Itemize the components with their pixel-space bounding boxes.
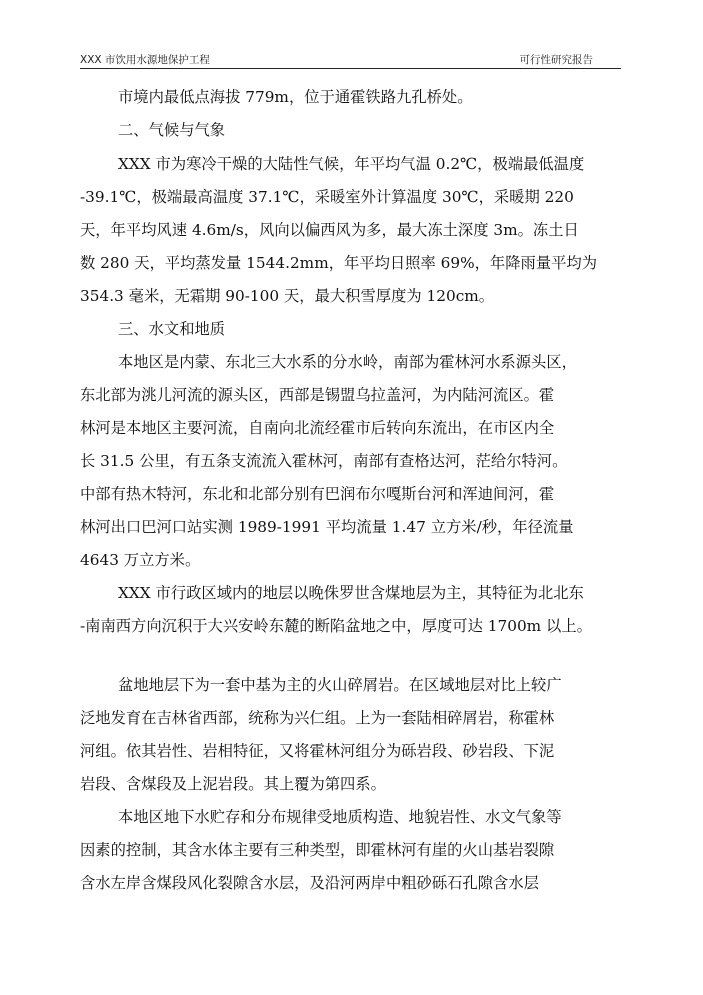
section-heading-climate: 二、气候与气象: [118, 121, 226, 139]
header-project-title: XXX 市饮用水源地保护工程: [80, 54, 210, 66]
text-line: 中部有热木特河，东北和北部分别有巴润布尔嘎斯台河和浑迪间河，霍: [80, 485, 555, 503]
header-report-type: 可行性研究报告: [519, 54, 593, 66]
text-line: 数 280 天，平均蒸发量 1544.2mm，年平均日照率 69%，年降雨量平均为: [80, 254, 598, 272]
text-line: 长 31.5 公里，有五条支流流入霍林河，南部有查格达河，茫给尔特河。: [80, 452, 568, 470]
text-line: 东北部为洮儿河流的源头区，西部是锡盟乌拉盖河，为内陆河流区。霍: [80, 386, 555, 404]
text-line: 本地区是内蒙、东北三大水系的分水岭，南部为霍林河水系源头区，: [118, 353, 577, 371]
text-line: 盆地地层下为一套中基为主的火山碎屑岩。在区域地层对比上较广: [118, 676, 562, 694]
text-line: 4643 万立方米。: [80, 551, 201, 569]
text-line: 河组。依其岩性、岩相特征，又将霍林河组分为砾岩段、砂岩段、下泥: [80, 742, 555, 760]
text-line: 本地区地下水贮存和分布规律受地质构造、地貌岩性、水文气象等: [118, 808, 562, 826]
text-line: 354.3 毫米，无霜期 90-100 天，最大积雪厚度为 120cm。: [80, 287, 495, 305]
page-header: [80, 50, 621, 69]
text-line: 天，年平均风速 4.6m/s，风向以偏西风为多，最大冻土深度 3m。冻土日: [80, 221, 579, 239]
text-line: 林河出口巴河口站实测 1989-1991 平均流量 1.47 立方米/秒，年径流量: [80, 518, 574, 536]
text-line: 含水左岸含煤段风化裂隙含水层，及沿河两岸中粗砂砾石孔隙含水层: [80, 874, 539, 892]
text-line: -南南西方向沉积于大兴安岭东麓的断陷盆地之中，厚度可达 1700m 以上。: [80, 617, 592, 635]
section-heading-hydrology: 三、水文和地质: [118, 320, 226, 338]
text-line: 岩段、含煤段及上泥岩段。其上覆为第四系。: [80, 775, 386, 793]
text-line: 泛地发育在吉林省西部，统称为兴仁组。上为一套陆相碎屑岩，称霍林: [80, 709, 555, 727]
text-line: XXX 市为寒冷干燥的大陆性气候，年平均气温 0.2℃，极端最低温度: [118, 155, 585, 173]
text-line: XXX 市行政区域内的地层以晚侏罗世含煤地层为主，其特征为北北东: [118, 584, 584, 602]
text-line: 因素的控制，其含水体主要有三种类型，即霍林河有崖的火山基岩裂隙: [80, 841, 555, 859]
text-line: -39.1℃，极端最高温度 37.1℃，采暖室外计算温度 30℃，采暖期 220: [80, 188, 574, 206]
text-line: 林河是本地区主要河流，自南向北流经霍市后转向东流出，在市区内全: [80, 419, 555, 437]
text-line: 市境内最低点海拔 779m，位于通霍铁路九孔桥处。: [118, 88, 473, 106]
